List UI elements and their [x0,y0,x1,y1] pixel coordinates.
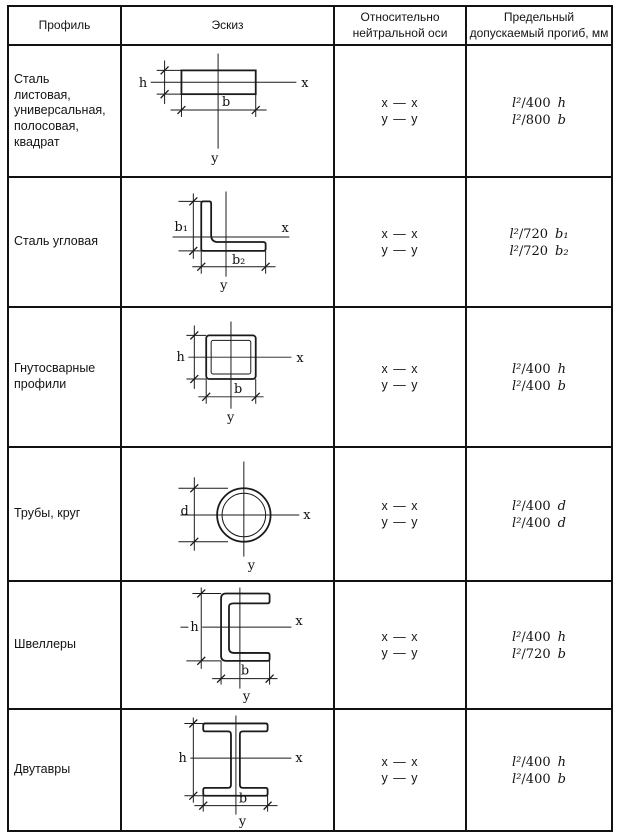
angle-outline [201,202,265,252]
profile-name-line: листовая, [14,87,71,102]
deflection-cell [466,307,612,447]
axis-label-y: y [242,689,251,705]
sketch-square-tube [123,309,332,445]
axis-label-x: x [295,614,303,630]
dim-label-b1: b₁ [174,220,188,236]
sketch-cell [121,581,334,709]
sketch-cell [121,177,334,307]
deflection-formula: l²/720 b₁ [509,226,569,242]
axis-label-y: y [247,558,256,574]
axis-designation: x — x [381,630,419,645]
table-row [8,709,612,831]
deflection-formula: l²/800 b [512,112,566,128]
deflection-cell [466,581,612,709]
profile-name-line: Сталь [14,71,50,86]
col-header-profile: Профиль [8,6,121,45]
deflection-formula: l²/400 h [512,754,566,770]
dim-label-b2: b₂ [231,252,246,268]
axis-label-y: y [211,151,219,167]
profile-name-cell [8,307,121,447]
dimension-lines [178,194,275,274]
axis-designation: y — y [381,112,419,127]
profile-name-cell [8,45,121,177]
dim-label-b: b [240,663,250,679]
deflection-formula: l²/400 h [512,361,566,377]
table-row [8,581,612,709]
table-row [8,45,612,177]
axis-label-y: y [238,814,247,830]
profile-name-cell [8,177,121,307]
axis-designation: x — x [381,227,419,242]
table-row [8,447,612,581]
deflection-cell [466,447,612,581]
dimension-lines [157,61,267,117]
profile-name-cell [8,581,121,709]
axis-designation: y — y [381,646,419,661]
deflection-formula: l²/400 h [512,95,566,111]
profile-name-line: универсальная, [14,103,106,118]
dim-label-h: h [178,751,187,767]
table-header-row [8,6,612,45]
profile-name-cell [8,709,121,831]
axis-designation: y — y [381,378,419,393]
col-header-axis: Относительно нейтральной оси [334,6,466,45]
axis-cell [334,709,466,831]
sketch-channel [123,583,332,707]
profile-name-line: Трубы, круг [14,506,81,521]
dim-label-b: b [233,382,243,398]
sketch-cell [121,45,334,177]
deflection-formula: l²/720 b [512,646,566,662]
axis-cell [334,447,466,581]
dim-label-b: b [238,791,248,807]
dimension-lines [186,326,263,404]
axis-designation: y — y [381,771,419,786]
profile-name-line: квадрат [14,134,60,149]
dim-label-b: b [222,95,231,111]
profile-name-line: профили [14,377,67,392]
sketch-angle [123,179,332,305]
dimension-lines [186,588,277,685]
profile-name-cell [8,447,121,581]
axis-cell [334,581,466,709]
dim-label-d: d [180,504,189,520]
sketch-cell [121,447,334,581]
deflection-formula: l²/400 b [512,378,566,394]
axis-label-x: x [281,221,289,237]
axis-label-y: y [220,278,228,294]
axis-designation: x — x [381,755,419,770]
axis-designation: x — x [381,362,419,377]
profile-name-line: Сталь угловая [14,234,98,249]
axis-label-x: x [303,508,311,524]
axis-designation: y — y [381,515,419,530]
axis-cell [334,307,466,447]
profile-name-line: Гнутосварные [14,361,96,376]
deflection-formula: l²/400 h [512,629,566,645]
axis-designation: x — x [381,96,419,111]
deflection-cell [466,177,612,307]
axis-designation: y — y [381,243,419,258]
col-header-deflection: Предельный допускаемый прогиб, мм [466,6,612,45]
profile-name-line: Швеллеры [14,637,76,652]
profile-name-line: полосовая, [14,119,79,134]
deflection-cell [466,45,612,177]
axis-cell [334,45,466,177]
axis-cell [334,177,466,307]
deflection-cell [466,709,612,831]
dim-label-h: h [176,350,185,366]
sketch-round-tube [123,449,332,579]
deflection-formula: l²/400 b [512,771,566,787]
sketch-cell [121,709,334,831]
deflection-formula: l²/400 d [512,515,566,531]
profile-deflection-table [7,5,613,832]
sketch-cell [121,307,334,447]
axis-label-x: x [301,76,309,92]
sketch-flat-bar [123,47,332,175]
table-row [8,177,612,307]
axis-label-x: x [295,751,303,767]
axis-label-y: y [227,410,235,426]
deflection-formula: l²/400 d [512,498,566,514]
dim-label-h: h [138,76,148,92]
dim-label-h: h [190,620,199,636]
deflection-formula: l²/720 b₂ [509,243,569,259]
axis-designation: x — x [381,499,419,514]
profile-name-line: Двутавры [14,762,71,777]
axis-label-x: x [296,351,304,367]
col-header-sketch: Эскиз [121,6,334,45]
table-row [8,307,612,447]
sketch-i-beam [123,711,332,829]
